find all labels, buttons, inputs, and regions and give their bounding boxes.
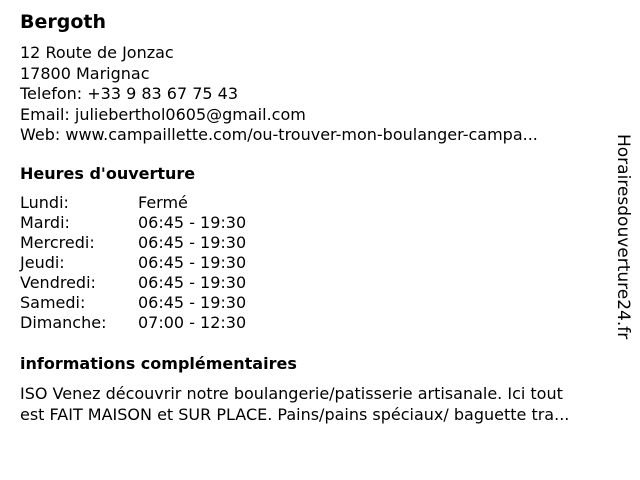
info-line: est FAIT MAISON et SUR PLACE. Pains/pains spéciaux/ baguette tra... — [20, 405, 570, 424]
day-label: Jeudi: — [20, 253, 65, 272]
time-value: Fermé — [138, 193, 188, 212]
email-address: Email: julieberthol0605@gmail.com — [20, 104, 306, 124]
time-value: 06:45 - 19:30 — [138, 273, 247, 292]
info-line: ISO Venez découvrir notre boulangerie/patisserie artisanale. Ici tout — [20, 384, 563, 403]
time-value: 06:45 - 19:30 — [138, 253, 247, 272]
day-label: Lundi: — [20, 193, 69, 212]
time-value: 06:45 - 19:30 — [138, 213, 247, 232]
time-value: 07:00 - 12:30 — [138, 313, 247, 332]
day-label: Vendredi: — [20, 273, 96, 292]
day-label: Samedi: — [20, 293, 86, 312]
info-description — [20, 383, 569, 425]
website-url: Web: www.campaillette.com/ou-trouver-mon-boulanger-campa... — [20, 125, 538, 144]
watermark-text: Horairesdouverture24.fr — [613, 134, 633, 340]
business-name: Bergoth — [20, 11, 107, 33]
info-heading: informations complémentaires — [20, 354, 297, 373]
time-value: 06:45 - 19:30 — [138, 293, 247, 312]
city-postcode: 17800 Marignac — [20, 63, 150, 83]
street-address: 12 Route de Jonzac — [20, 43, 174, 62]
contact-block — [20, 43, 538, 146]
day-label: Dimanche: — [20, 313, 107, 332]
day-label: Mardi: — [20, 213, 70, 232]
hours-heading: Heures d'ouverture — [20, 164, 196, 183]
phone-number: Telefon: +33 9 83 67 75 43 — [20, 84, 239, 103]
day-label: Mercredi: — [20, 233, 95, 252]
time-value: 06:45 - 19:30 — [138, 233, 247, 252]
